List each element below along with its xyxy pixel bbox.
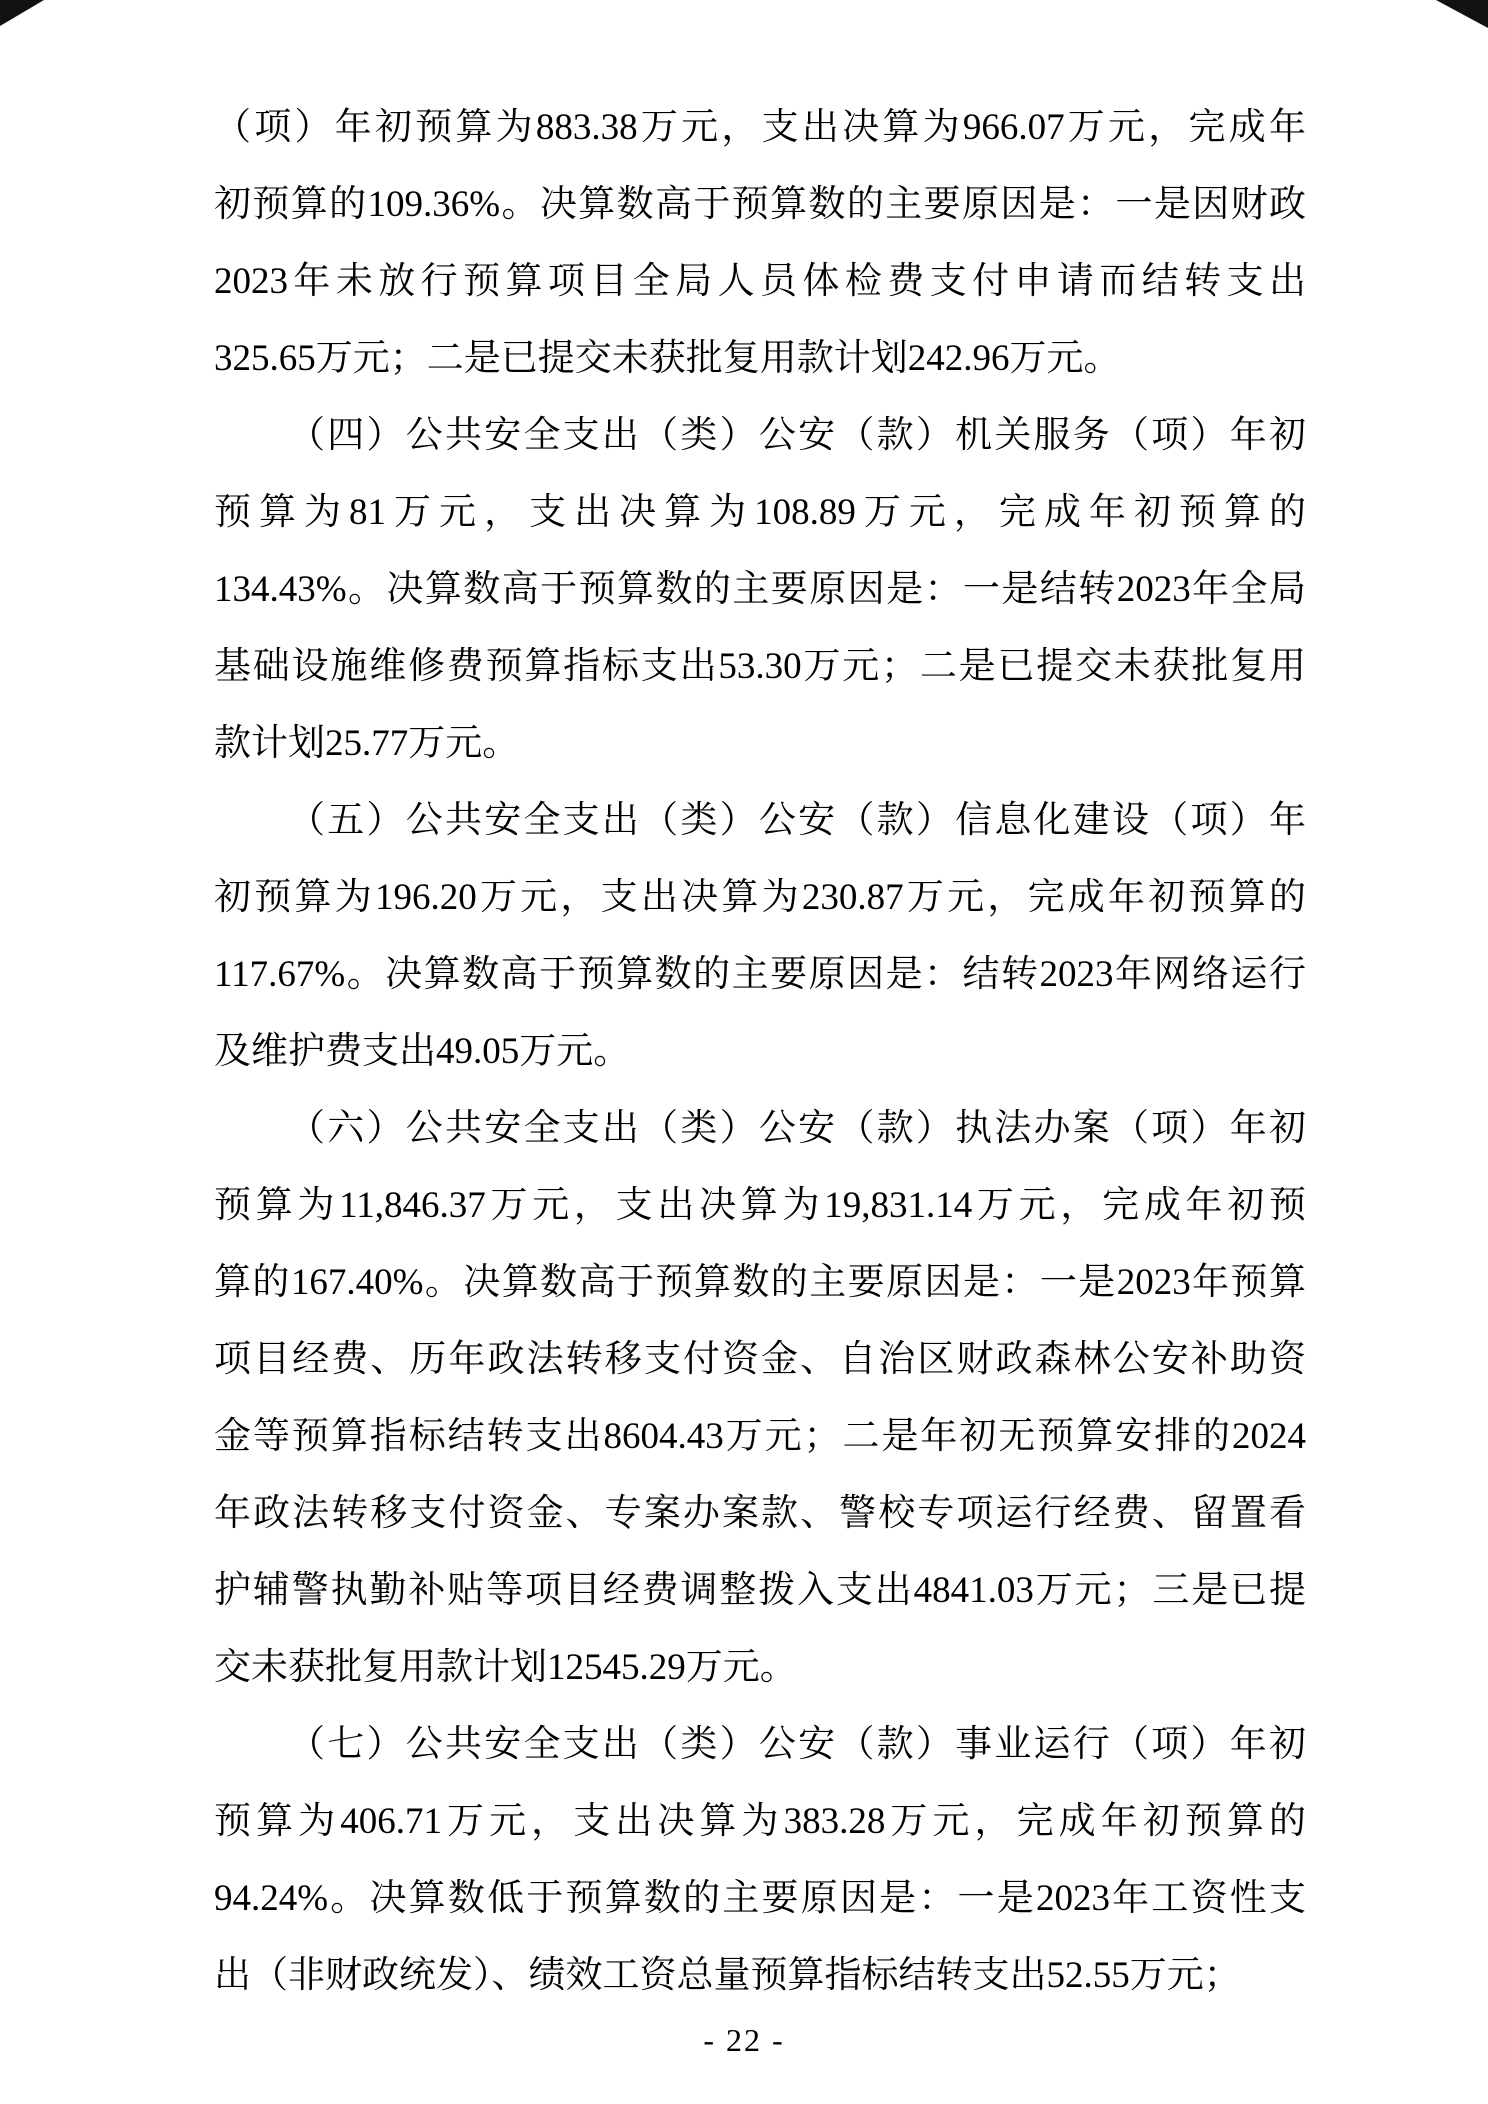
text-line: （四）公共安全支出（类）公安（款）机关服务（项）年初 [288,415,1306,456]
text-line: 预算为406.71万元，支出决算为383.28万元，完成年初预算的 [214,1801,1306,1842]
text-line: 预算为11,846.37万元，支出决算为19,831.14万元，完成年初预 [214,1185,1306,1226]
scan-artifact-top-right [1436,0,1488,28]
page-footer [0,2022,1488,2059]
text-line: 及维护费支出49.05万元。 [214,1031,631,1072]
paragraph [214,89,1306,397]
text-line: 算的167.40%。决算数高于预算数的主要原因是：一是2023年预算 [214,1262,1306,1303]
text-line: （七）公共安全支出（类）公安（款）事业运行（项）年初 [288,1724,1306,1765]
text-line: 134.43%。决算数高于预算数的主要原因是：一是结转2023年全局 [214,569,1306,610]
scan-artifact-top-left [0,0,44,26]
text-line: 94.24%。决算数低于预算数的主要原因是：一是2023年工资性支 [214,1878,1306,1919]
text-line: 基础设施维修费预算指标支出53.30万元；二是已提交未获批复用 [214,646,1306,687]
page-number: - 22 - [703,2022,785,2058]
text-line: 初预算的109.36%。决算数高于预算数的主要原因是：一是因财政 [214,184,1306,225]
text-line: 初预算为196.20万元，支出决算为230.87万元，完成年初预算的 [214,877,1306,918]
paragraph [214,1706,1306,2014]
text-line: 护辅警执勤补贴等项目经费调整拨入支出4841.03万元；三是已提 [214,1570,1306,1611]
text-line: （项）年初预算为883.38万元，支出决算为966.07万元，完成年 [214,107,1306,148]
text-line: 2023年未放行预算项目全局人员体检费支付申请而结转支出 [214,261,1306,302]
text-line: 交未获批复用款计划12545.29万元。 [214,1647,797,1688]
paragraph [214,397,1306,782]
text-line: 117.67%。决算数高于预算数的主要原因是：结转2023年网络运行 [214,954,1306,995]
text-line: （六）公共安全支出（类）公安（款）执法办案（项）年初 [288,1108,1306,1149]
text-line: 预算为81万元，支出决算为108.89万元，完成年初预算的 [214,492,1306,533]
text-line: 出（非财政统发）、绩效工资总量预算指标结转支出52.55万元； [214,1955,1241,1996]
paragraph [214,1090,1306,1706]
text-line: 金等预算指标结转支出8604.43万元；二是年初无预算安排的2024 [214,1416,1306,1457]
text-line: 款计划25.77万元。 [214,723,520,764]
document-body [214,89,1306,2014]
paragraph [214,782,1306,1090]
text-line: 项目经费、历年政法转移支付资金、自治区财政森林公安补助资 [214,1339,1306,1380]
text-line: 325.65万元；二是已提交未获批复用款计划242.96万元。 [214,338,1121,379]
text-line: 年政法转移支付资金、专案办案款、警校专项运行经费、留置看 [214,1493,1306,1534]
text-line: （五）公共安全支出（类）公安（款）信息化建设（项）年 [288,800,1306,841]
